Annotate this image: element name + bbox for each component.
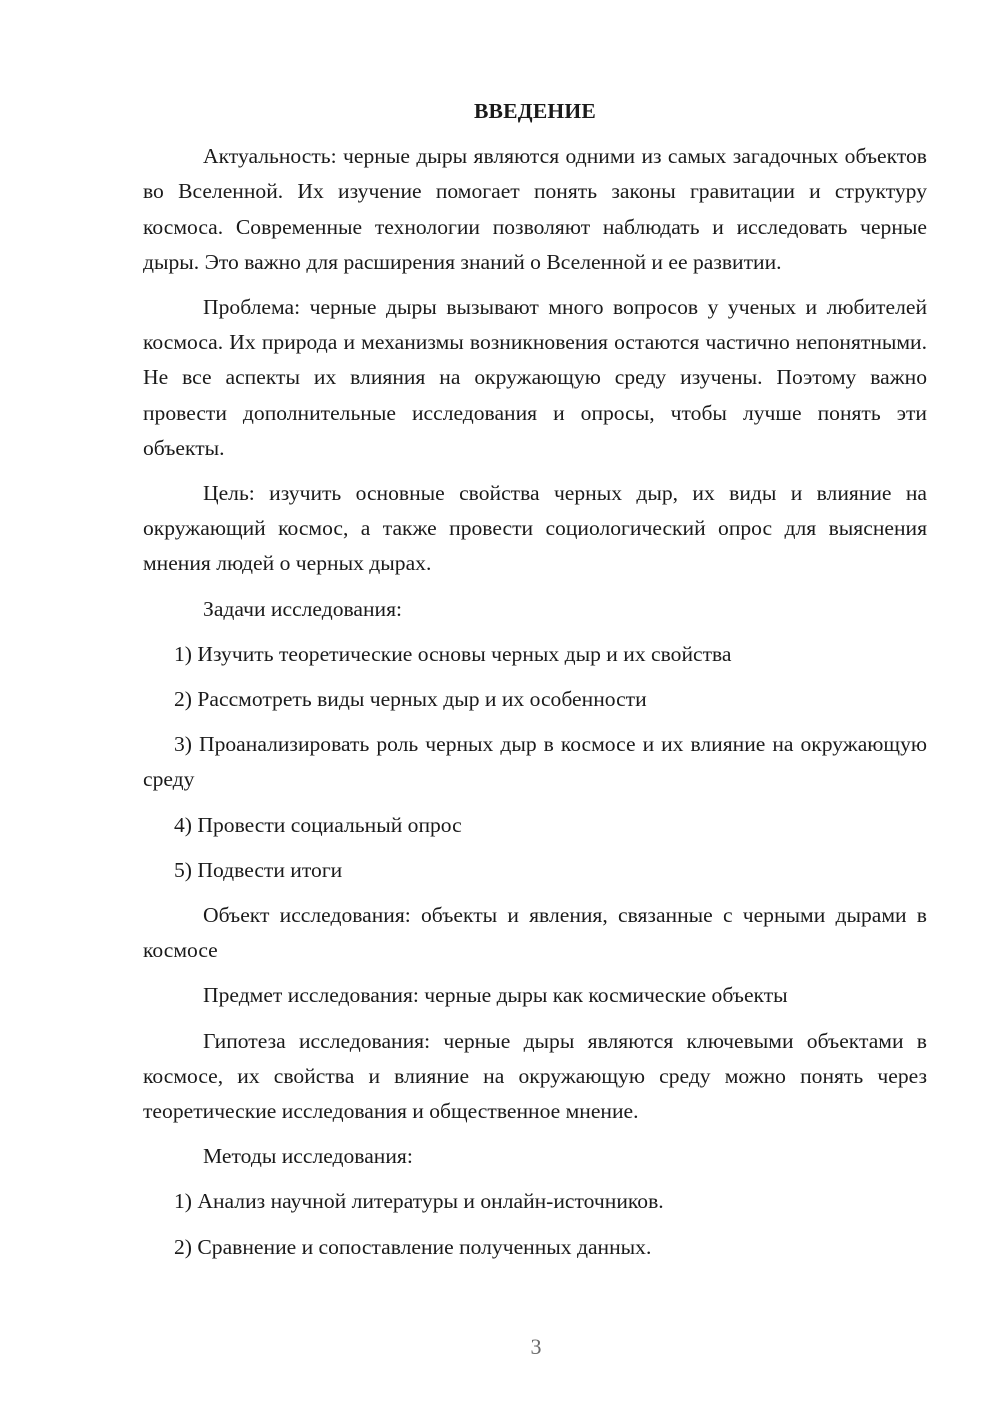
subject-paragraph: Предмет исследования: черные дыры как космические объекты <box>203 983 788 1008</box>
goal-paragraph: Цель: изучить основные свойства черных дыр, их виды и влияние на окружающий космос, а также провести социологический опрос для выяснения мнения людей о черных дырах. <box>143 481 927 576</box>
page-number: 3 <box>530 1334 542 1359</box>
hypothesis-paragraph: Гипотеза исследования: черные дыры являются ключевыми объектами в космосе, их свойства и влияние на окружающую среду можно понять через теоретические исследования и общественное мнение. <box>143 1028 927 1124</box>
relevance-paragraph: Актуальность: черные дыры являются одними из самых загадочных объектов во Вселенной. Их изучение помогает понять законы гравитации и структуру космоса. Современные технологии позволяют наблюдать и исследовать черные дыры. Это важно для расширения знаний о Вселенной и ее развитии. <box>143 144 927 274</box>
methods-heading: Методы исследования: <box>203 1144 413 1169</box>
object-paragraph: Объект исследования: объекты и явления, связанные с черными дырами в космосе <box>143 903 927 963</box>
method-item-2: 2) Сравнение и сопоставление полученных данных. <box>174 1234 652 1259</box>
method-item-1: 1) Анализ научной литературы и онлайн-источников. <box>174 1189 664 1214</box>
task-item-1: 1) Изучить теоретические основы черных дыр и их свойства <box>174 641 732 666</box>
task-item-4: 4) Провести социальный опрос <box>174 812 462 837</box>
task-item-5: 5) Подвести итоги <box>174 857 343 882</box>
tasks-heading: Задачи исследования: <box>203 596 403 621</box>
page-content <box>143 94 927 1275</box>
section-title: ВВЕДЕНИЕ <box>473 99 597 123</box>
task-item-2: 2) Рассмотреть виды черных дыр и их особенности <box>174 687 647 712</box>
task-item-3: 3) Проанализировать роль черных дыр в космосе и их влияние на окружающую среду <box>143 732 927 792</box>
problem-paragraph: Проблема: черные дыры вызывают много вопросов у ученых и любителей космоса. Их природа и механизмы возникновения остаются частично непонятными. Не все аспекты их влияния на окружающую среду изучены. Поэтому важно провести дополнительные исследования и опросы, чтобы лучше понять эти объекты. <box>143 295 927 460</box>
